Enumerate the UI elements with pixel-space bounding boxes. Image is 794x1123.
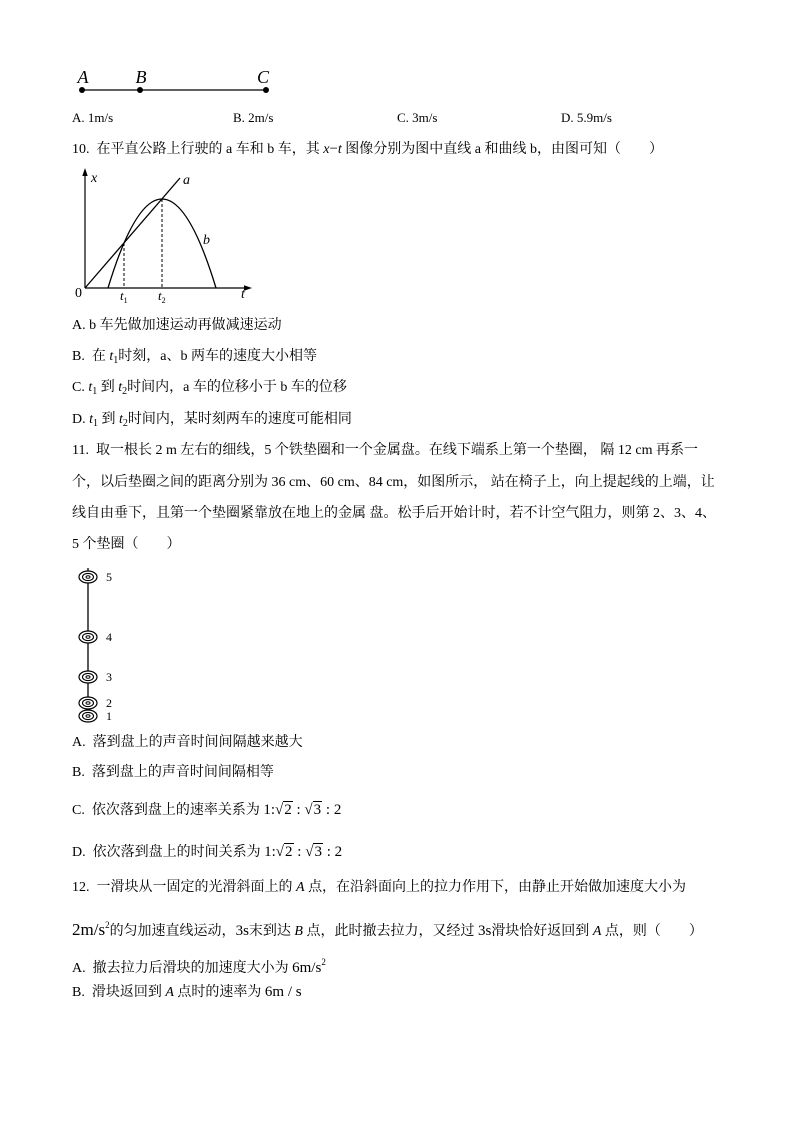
- washer-string-figure: [70, 562, 130, 727]
- point-b-dot: [137, 87, 143, 93]
- q11-stem-line-1: [72, 442, 698, 460]
- washer-label-5: 5: [106, 570, 112, 584]
- q9-option-b: B. 2m/s: [233, 110, 274, 125]
- math-text: 2m/s: [72, 920, 106, 939]
- radicand: 2: [284, 802, 292, 818]
- t1-sub: 1: [123, 296, 128, 305]
- text-run: 时间内，某时刻两车的速度可能相同: [127, 412, 352, 427]
- math-text: 3s: [477, 923, 492, 939]
- q10-stem: [72, 140, 663, 158]
- math-variable: A: [296, 880, 305, 895]
- text-run: B. 在: [72, 349, 110, 364]
- q10-option-c: [72, 379, 347, 397]
- x-axis-label: t: [241, 287, 245, 302]
- math-variable: B: [294, 924, 303, 939]
- math-text: 1:: [263, 802, 276, 818]
- text-run: 到: [97, 380, 119, 395]
- text-run: 5 个垫圈（ ）: [72, 537, 181, 552]
- square-root: [304, 801, 322, 819]
- q11-option-c: [72, 801, 341, 819]
- text-run: 的匀加速直线运动，: [109, 924, 236, 939]
- y-axis-arrow: [82, 168, 87, 176]
- washer-2: [79, 697, 97, 709]
- washer-label-2: 2: [106, 696, 112, 710]
- text-run: 时间内，a 车的位移小于 b 车的位移: [127, 380, 347, 395]
- t1-var: t: [120, 288, 124, 303]
- text-run: 到: [98, 412, 120, 427]
- origin-label: 0: [75, 286, 82, 301]
- radicand: 3: [314, 844, 322, 860]
- washer-label-3: 3: [106, 670, 112, 684]
- washer-5: [79, 571, 97, 583]
- q11-option-d: [72, 843, 342, 861]
- q11-stem-line-3: [72, 505, 716, 523]
- q12-stem-line-2: [72, 916, 703, 939]
- text-run: 图像分别为图中直线 a 和曲线 b，由图可知（ ）: [341, 142, 664, 157]
- math-text: : 2: [322, 802, 342, 818]
- q10-option-d: [72, 411, 352, 429]
- q12-stem-line-1: [72, 879, 686, 897]
- point-c-label: C: [256, 67, 270, 87]
- math-text: :: [292, 802, 305, 818]
- x-axis-arrow: [244, 285, 252, 290]
- text-run: 点，在沿斜面向上的拉力作用下，由静止开始做加速度大小为: [304, 880, 687, 895]
- text-run: A. b 车先做加速运动再做减速运动: [72, 318, 282, 333]
- curve-b-label: b: [203, 233, 210, 248]
- q11-option-a: [72, 734, 303, 752]
- math-variable: A: [592, 924, 602, 939]
- point-b-label: B: [135, 67, 147, 87]
- subscript: 1: [113, 355, 119, 366]
- radicand: 2: [285, 844, 293, 860]
- washer-4: [79, 631, 97, 643]
- t2-var: t: [158, 288, 162, 303]
- t1-tick-label: [120, 288, 128, 305]
- math-text: :: [293, 844, 306, 860]
- text-run: 点，则（ ）: [601, 924, 703, 939]
- subscript: 2: [122, 418, 128, 429]
- q9-option-d: D. 5.9m/s: [561, 110, 612, 125]
- math-text: −: [329, 141, 338, 157]
- q9-option-a: A. 1m/s: [72, 110, 114, 125]
- text-run: A. 落到盘上的声音时间间隔越来越大: [72, 735, 303, 750]
- q10-option-a: [72, 317, 282, 335]
- washer-label-4: 4: [106, 630, 112, 644]
- q10-option-b: [72, 348, 317, 366]
- math-variable: t: [337, 142, 342, 157]
- math-text: : 2: [322, 844, 343, 860]
- math-variable: t: [118, 380, 123, 395]
- text-run: 12. 一滑块从一固定的光滑斜面上的: [72, 880, 296, 895]
- text-run: D.: [72, 412, 90, 427]
- q9-option-c: C. 3m/s: [397, 110, 438, 125]
- superscript: 2: [105, 920, 110, 930]
- point-a-dot: [79, 87, 85, 93]
- line-a-label: a: [183, 173, 190, 188]
- text-run: 点，此时撤去拉力，又经过: [302, 924, 478, 939]
- math-variable: t: [119, 412, 123, 427]
- text-run: C. 依次落到盘上的速率关系为: [72, 803, 264, 818]
- superscript: 2: [321, 957, 326, 967]
- math-variable: t: [89, 412, 94, 427]
- text-run: 线自由垂下，且第一个垫圈紧靠放在地上的金属 盘。松手后开始计时，若不计空气阻力，则第 2、3、4、: [72, 506, 716, 521]
- subscript: 2: [122, 386, 128, 397]
- text-run: 点时的速率为: [173, 985, 265, 1000]
- square-root: [275, 801, 293, 819]
- math-variable: A: [165, 985, 174, 1000]
- text-run: 滑块恰好返回到: [491, 924, 593, 939]
- math-text: 6m/s: [292, 960, 322, 976]
- point-a-label: A: [77, 67, 89, 87]
- q11-stem-line-2: [72, 474, 715, 492]
- math-text: 3s: [235, 923, 249, 939]
- text-run: D. 依次落到盘上的时间关系为: [72, 845, 265, 860]
- square-root: [305, 843, 323, 861]
- line-a: [85, 178, 180, 288]
- math-text: 6m / s: [264, 984, 302, 1000]
- text-run: C.: [72, 380, 89, 395]
- text-run: B. 滑块返回到: [72, 985, 166, 1000]
- square-root: [276, 843, 294, 861]
- subscript: 1: [92, 386, 98, 397]
- text-run: 时刻，a、b 两车的速度大小相等: [118, 349, 317, 364]
- q11-option-b: [72, 764, 274, 782]
- text-run: B. 落到盘上的声音时间间隔相等: [72, 765, 274, 780]
- washer-1: [79, 710, 97, 722]
- abc-segment-figure: [70, 62, 280, 98]
- math-variable: x: [323, 142, 330, 157]
- text-run: A. 撤去拉力后滑块的加速度大小为: [72, 961, 293, 976]
- washer-label-1: 1: [106, 709, 112, 723]
- q12-option-a: [72, 953, 326, 976]
- radicand: 3: [313, 802, 322, 818]
- t2-tick-label: [158, 288, 166, 305]
- text-run: 10. 在平直公路上行驶的 a 车和 b 车，其: [72, 142, 324, 157]
- t2-sub: 2: [161, 296, 166, 305]
- washer-3: [79, 671, 97, 683]
- xt-graph: [70, 165, 260, 305]
- text-run: 11. 取一根长 2 m 左右的细线，5 个铁垫圈和一个金属盘。在线下端系上第一个垫圈， 隔 12 cm 再系一: [72, 443, 698, 458]
- point-c-dot: [263, 87, 269, 93]
- subscript: 1: [93, 418, 99, 429]
- math-variable: t: [109, 349, 114, 364]
- q11-stem-line-4: [72, 536, 181, 554]
- y-axis-label: x: [91, 171, 98, 186]
- math-variable: t: [88, 380, 93, 395]
- text-run: 末到达: [248, 924, 295, 939]
- q12-option-b: [72, 983, 302, 1001]
- math-text: 1:: [264, 844, 276, 860]
- text-run: 个，以后垫圈之间的距离分别为 36 cm、60 cm、84 cm，如图所示， 站在椅子上，向上提起线的上端，让: [72, 475, 715, 490]
